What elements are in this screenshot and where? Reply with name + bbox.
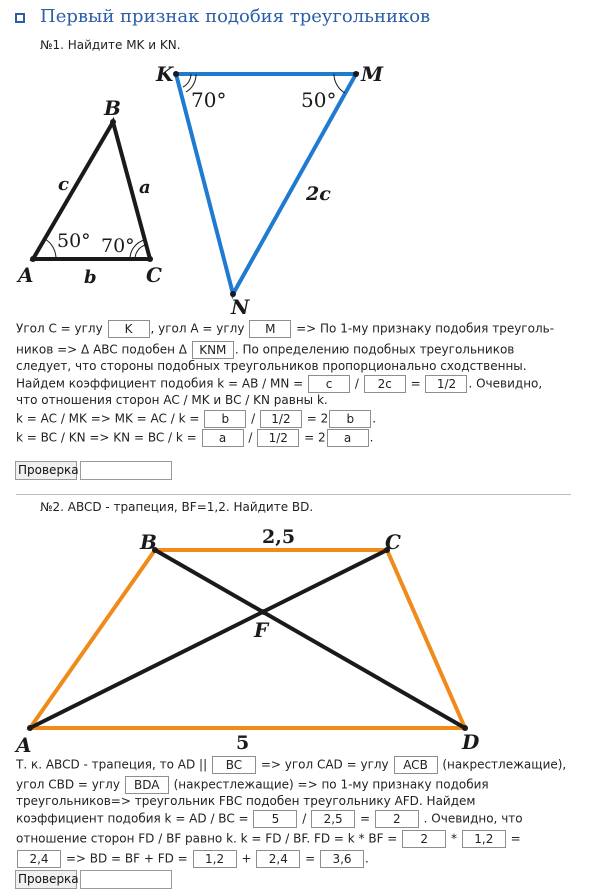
answer-kn-input[interactable]: a [327,429,369,447]
title-bullet-icon [15,13,25,23]
label-B2: B [140,530,157,554]
answer-mk-input[interactable]: b [329,410,371,428]
trapezoid-abcd [30,550,465,728]
answer-fd-input[interactable]: 2,4 [17,850,61,868]
angle-a-arc [45,239,56,259]
answer-parallel-input[interactable]: BC [212,756,256,774]
task1-check-field[interactable] [80,461,172,480]
answer-kn-num-input[interactable]: a [202,429,244,447]
answer-mn-input[interactable]: 2c [364,375,406,393]
task2-figure [0,520,500,760]
answer-kn-den-input[interactable]: 1/2 [257,429,299,447]
label-bottom-length: 5 [236,732,250,754]
label-2c: 2c [306,183,331,205]
answer-angle-a-input[interactable]: M [249,320,291,338]
label-N: N [231,295,250,315]
answer-mk-den-input[interactable]: 1/2 [260,410,302,428]
task1-line3: следует, что стороны подобных треугольников пропорционально сходственны. [16,359,527,373]
diagonal-ac [30,550,387,728]
task2-line3: треугольников=> треугольник FBC подобен треугольнику AFD. Найдем [16,794,476,808]
answer-angle-cbd-input[interactable]: BDA [125,776,169,794]
label-top-length: 2,5 [262,526,296,548]
label-angle-a: 50° [57,230,91,252]
answer-ad-input[interactable]: 5 [253,810,297,828]
answer-similar-input[interactable]: KNM [192,341,234,359]
answer-mk-num-input[interactable]: b [204,410,246,428]
task2-line4: коэффициент подобия k = AD / BC = 5 / 2,5 = 2 . Очевидно, что [16,811,523,826]
task1-line4: Найдем коэффициент подобия k = AB / MN = c / 2c = 1/2 . Очевидно, [16,376,543,391]
answer-ab-input[interactable]: c [308,375,350,393]
task2-line6: 2,4 => BD = BF + FD = 1,2 + 2,4 = 3,6 . [16,850,369,867]
page-title: Первый признак подобия треугольников [40,6,431,27]
answer-bd-input[interactable]: 3,6 [320,850,364,868]
task1-check-button[interactable]: Проверка [15,461,77,480]
label-M: M [361,62,384,86]
answer-angle-c-input[interactable]: K [108,320,150,338]
task1-line5: что отношения сторон AC / MK и BC / KN равны k. [16,393,328,407]
task1-heading: №1. Найдите MK и KN. [40,38,181,52]
label-angle-c: 70° [101,235,135,257]
angle-c-arc-2 [135,245,145,259]
label-K: K [156,62,174,86]
answer-bd-bf-input[interactable]: 1,2 [193,850,237,868]
task1-line1: Угол C = углу K , угол A = углу M => По 1-му признаку подобия треуголь- [16,321,555,336]
task2-heading: №2. ABCD - трапеция, BF=1,2. Найдите BD. [40,500,314,514]
task1-line6: k = AC / MK => MK = AC / k = b / 1/2 = 2 b . [16,411,377,426]
answer-bd-fd-input[interactable]: 2,4 [256,850,300,868]
label-C2: C [385,530,401,554]
task2-line2: угол CBD = углу BDA (накрестлежащие) => по 1-му признаку подобия [16,777,489,792]
task1-line2: ников => Δ ABC подобен Δ KNM . По определению подобных треугольников [16,342,515,357]
label-D2: D [462,730,480,754]
answer-fd-k-input[interactable]: 2 [402,830,446,848]
label-angle-m: 50° [301,88,337,112]
label-c: c [58,174,69,195]
label-A2: A [16,733,32,757]
answer-bc-input[interactable]: 2,5 [311,810,355,828]
answer-fd-bf-input[interactable]: 1,2 [462,830,506,848]
task1-line7: k = BC / KN => KN = BC / k = a / 1/2 = 2 a . [16,430,374,445]
task1-figure [0,55,400,315]
answer-k-input[interactable]: 1/2 [425,375,467,393]
label-angle-k: 70° [191,88,227,112]
section-divider [16,494,571,495]
task2-line5: отношение сторон FD / BF равно k. k = FD / BF. FD = k * BF = 2 * 1,2 = [16,831,521,846]
task2-check-button[interactable]: Проверка [15,870,77,889]
label-F2: F [254,618,269,642]
task2-line1: Т. к. ABCD - трапеция, то AD || BC => угол CAD = углу ACB (накрестлежащие), [16,757,567,772]
diagonal-bd [155,550,465,728]
label-C: C [146,263,162,287]
answer-k2-input[interactable]: 2 [375,810,419,828]
label-A: A [18,263,34,287]
answer-angle-cad-input[interactable]: ACB [394,756,438,774]
label-b: b [84,267,97,288]
task2-check-field[interactable] [80,870,172,889]
label-B: B [104,96,121,120]
label-a: a [139,177,151,198]
